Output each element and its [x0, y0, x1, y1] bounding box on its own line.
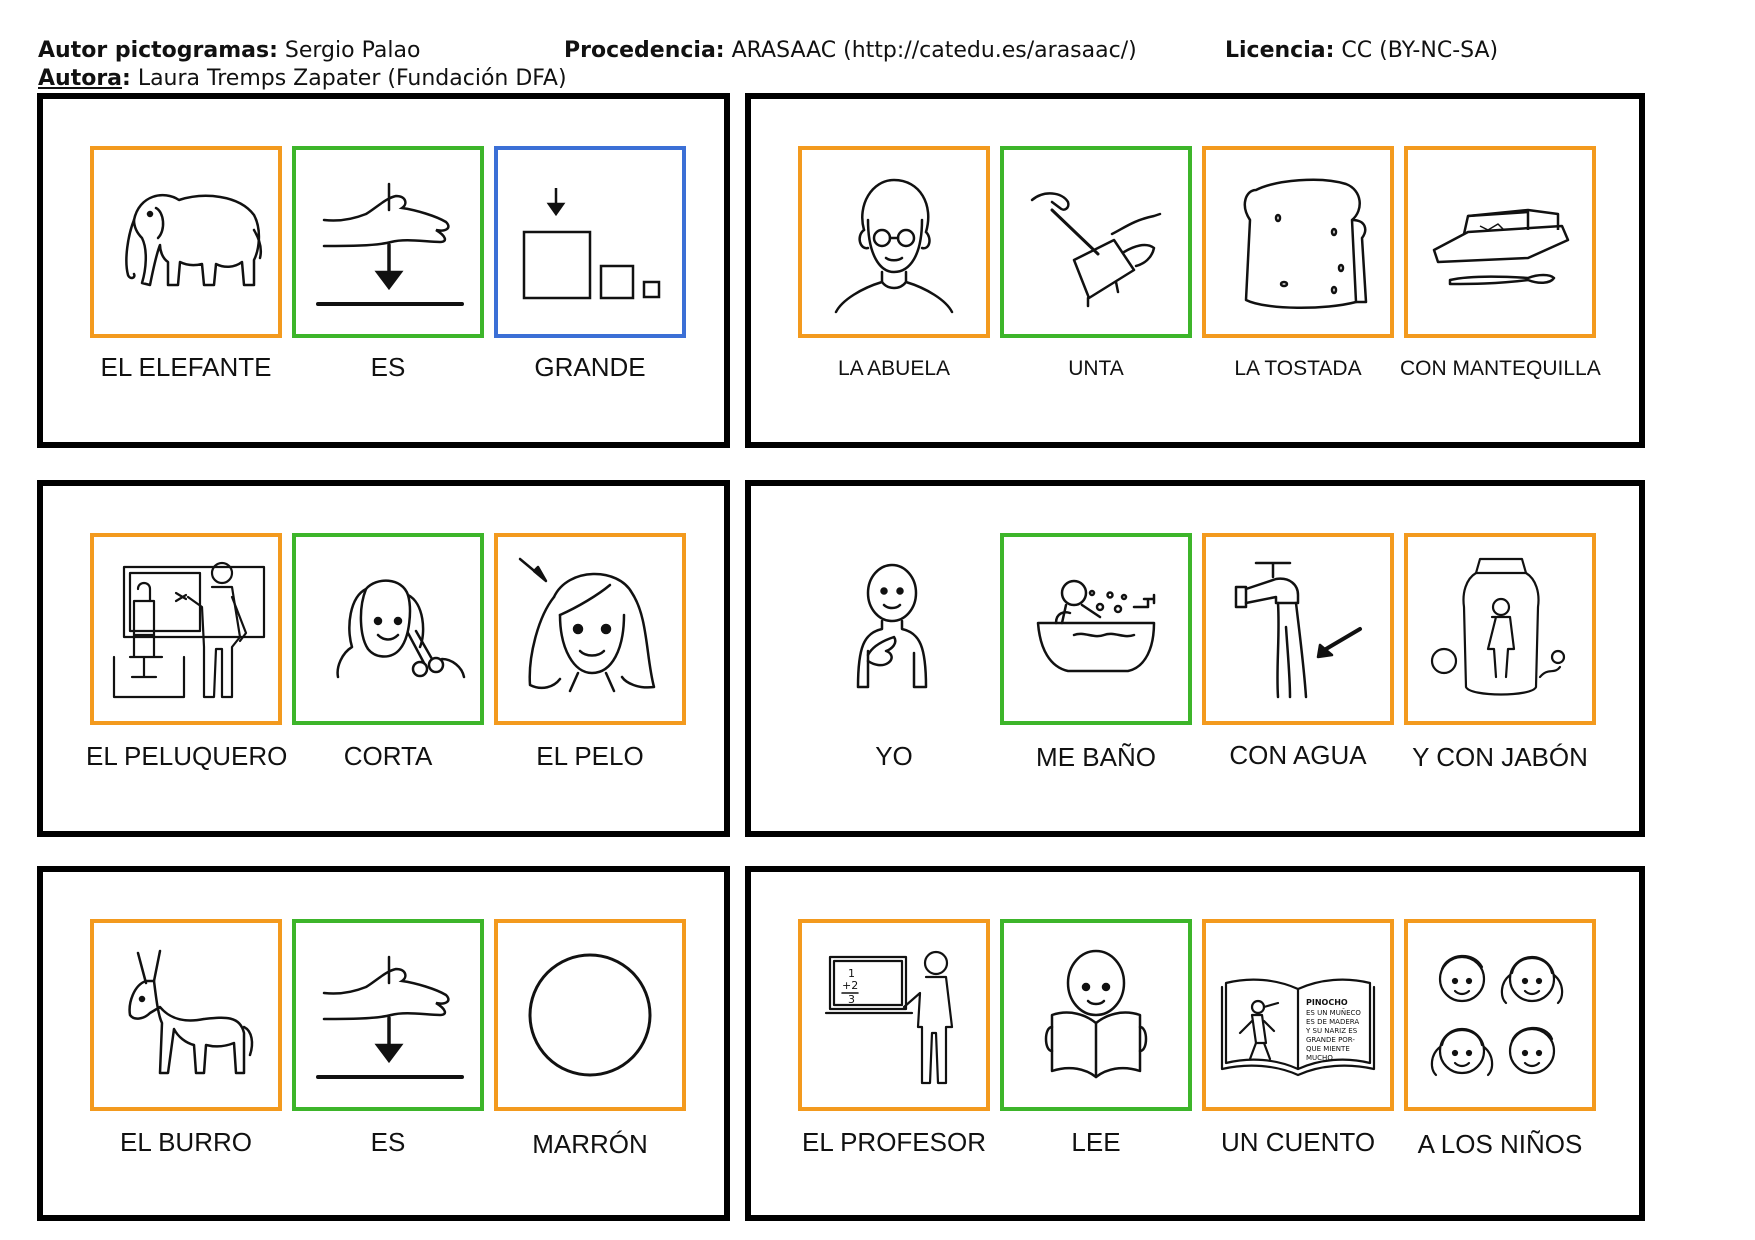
word-label: ES — [370, 352, 406, 382]
word-label: EL BURRO — [120, 1127, 252, 1157]
word-label: LEE — [1071, 1127, 1121, 1157]
word-label: ME BAÑO — [1036, 742, 1156, 772]
pictogram-card — [1404, 146, 1596, 338]
read-icon — [1004, 923, 1188, 1107]
word-label: LA TOSTADA — [1234, 357, 1362, 380]
cut-icon — [296, 537, 480, 721]
word-label: YO — [875, 741, 913, 771]
author-label: Autor pictogramas: — [38, 38, 278, 63]
chalkboard-text: +2 — [842, 979, 859, 992]
pictogram-card — [798, 533, 990, 725]
hairdresser-icon — [94, 537, 278, 721]
autora-line — [38, 66, 567, 91]
pictogram-card — [494, 146, 686, 338]
soap-icon — [1408, 537, 1592, 721]
sentence-panel-4 — [745, 480, 1645, 837]
pictogram-card — [292, 533, 484, 725]
butter-icon — [1408, 150, 1592, 334]
author-line — [38, 38, 420, 63]
pictogram-card — [1202, 533, 1394, 725]
pictogram-card — [494, 533, 686, 725]
is-sign-icon — [296, 923, 480, 1107]
word-label: UN CUENTO — [1220, 1127, 1376, 1157]
word-label: A LOS NIÑOS — [1417, 1129, 1583, 1159]
storybook-icon — [1206, 923, 1390, 1107]
word-label: UNTA — [1068, 357, 1124, 380]
pictogram-card — [1202, 919, 1394, 1111]
word-label: Y CON JABÓN — [1412, 742, 1588, 772]
pictogram-card — [1404, 919, 1596, 1111]
pictogram-card — [90, 533, 282, 725]
pictogram-card — [1000, 146, 1192, 338]
pictogram-card — [90, 146, 282, 338]
sentence-panel-5 — [37, 866, 730, 1221]
license-line — [1225, 38, 1498, 63]
license-label: Licencia: — [1225, 38, 1335, 63]
story-line: GRANDE POR- — [1306, 1036, 1355, 1044]
word-label: CON AGUA — [1229, 740, 1367, 770]
word-label: EL PELUQUERO — [86, 741, 288, 771]
chalkboard-text: 1 — [848, 967, 855, 980]
pictogram-card — [494, 919, 686, 1111]
word-label: MARRÓN — [532, 1129, 648, 1159]
me-icon — [802, 537, 986, 721]
pictogram-card — [1404, 533, 1596, 725]
story-title: PINOCHO — [1306, 998, 1348, 1007]
is-sign-icon — [296, 150, 480, 334]
story-line: MUCHO. — [1306, 1054, 1335, 1062]
sentence-panel-6 — [745, 866, 1645, 1221]
story-line: ES UN MUÑECO — [1306, 1009, 1361, 1017]
hair-icon — [498, 537, 682, 721]
source-label: Procedencia: — [564, 38, 725, 63]
word-label: LA ABUELA — [837, 357, 951, 380]
word-label: EL ELEFANTE — [100, 352, 272, 382]
sentence-panel-1 — [37, 93, 730, 448]
pictogram-card — [798, 146, 990, 338]
pictogram-card — [292, 146, 484, 338]
bath-icon — [1004, 537, 1188, 721]
brown-icon — [498, 923, 682, 1107]
story-line: QUE MIENTE — [1306, 1045, 1350, 1053]
autora-label: Autora — [38, 66, 123, 91]
spread-icon — [1004, 150, 1188, 334]
sentence-panel-3 — [37, 480, 730, 837]
author-value: Sergio Palao — [277, 38, 421, 63]
pictogram-card — [1202, 146, 1394, 338]
word-label: EL PROFESOR — [802, 1127, 986, 1157]
pictogram-card — [1000, 533, 1192, 725]
children-icon — [1408, 923, 1592, 1107]
elephant-icon — [94, 150, 278, 334]
word-label: CORTA — [343, 741, 433, 771]
word-label: ES — [370, 1127, 406, 1157]
story-line: Y SU NARIZ ES — [1306, 1027, 1358, 1035]
toast-icon — [1206, 150, 1390, 334]
teacher-icon — [802, 923, 986, 1107]
story-line: ES DE MADERA — [1306, 1018, 1360, 1026]
autora-colon: : — [122, 66, 131, 91]
pictogram-card — [292, 919, 484, 1111]
source-line — [564, 38, 1137, 63]
water-tap-icon — [1206, 537, 1390, 721]
donkey-icon — [94, 923, 278, 1107]
word-label: GRANDE — [534, 352, 646, 382]
word-label: EL PELO — [536, 741, 644, 771]
pictogram-card — [90, 919, 282, 1111]
big-icon — [498, 150, 682, 334]
word-label: CON MANTEQUILLA — [1400, 357, 1601, 380]
chalkboard-text: 3 — [848, 993, 855, 1006]
sentence-panel-2 — [745, 93, 1645, 448]
pictogram-card — [798, 919, 990, 1111]
pictogram-card — [1000, 919, 1192, 1111]
license-value: CC (BY-NC-SA) — [1334, 38, 1499, 63]
source-value: ARASAAC (http://catedu.es/arasaac/) — [724, 38, 1137, 63]
autora-value: Laura Tremps Zapater (Fundación DFA) — [130, 66, 567, 91]
grandmother-icon — [802, 150, 986, 334]
